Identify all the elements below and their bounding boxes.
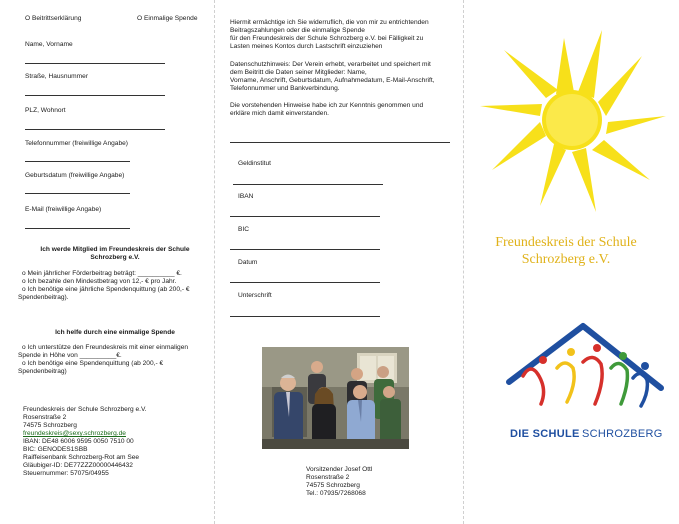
mandate-text-line2: Beitragszahlungen oder die einmalige Spende [230, 27, 365, 34]
privacy-text-line2: dem Beitritt die Daten seiner Mitglieder: Name, [230, 69, 367, 76]
consent-signature-line[interactable] [230, 142, 450, 143]
consent-text-line2: erkläre mich damit einverstanden. [230, 110, 329, 117]
phone-label: Telefonnummer (freiwillige Angabe) [25, 140, 128, 147]
consent-text-line1: Die vorstehenden Hinweise habe ich zur Kenntnis genommen und [230, 102, 424, 109]
signature-field-line[interactable] [230, 316, 380, 317]
logo-word-die-schule: DIE SCHULE [510, 428, 580, 440]
option-membership-checkbox[interactable]: O Beitrittserklärung [25, 15, 82, 22]
date-field-line[interactable] [230, 282, 380, 283]
mandate-text-line3: für den Freundeskreis der Schule Schrozberg e.V. bei Fälligkeit zu [230, 35, 424, 42]
zip-field-line[interactable] [25, 129, 165, 130]
name-label: Name, Vorname [25, 41, 73, 48]
membership-heading-line2: Schrozberg e.V. [90, 254, 140, 261]
cover-title-line1: Freundeskreis der Schule [495, 235, 637, 250]
email-label: E-Mail (freiwillige Angabe) [25, 206, 102, 213]
mandate-text-line4: Lasten meines Kontos durch Lastschrift einzuziehen [230, 43, 383, 50]
donation-option-receipt-cont: Spendenbeitrag) [18, 368, 67, 375]
email-field-line[interactable] [25, 228, 130, 229]
bic-label: BIC [238, 226, 249, 233]
donation-option-receipt[interactable]: o Ich benötige eine Spendenquittung (ab 200,- € [22, 360, 164, 367]
fold-line-right [463, 0, 464, 524]
iban-field-line[interactable] [230, 216, 380, 217]
birthdate-label: Geburtsdatum (freiwillige Angabe) [25, 172, 125, 179]
signature-label: Unterschrift [238, 292, 272, 299]
name-field-line[interactable] [25, 63, 165, 64]
org-email-link[interactable]: freundeskreis@sexy.schrozberg.de [23, 430, 126, 437]
org-address-street: Rosenstraße 2 [23, 414, 67, 421]
privacy-text-line3: Vorname, Anschrift, Geburtsdatum, Aufnahmedatum, E-Mail-Anschrift, [230, 77, 435, 84]
privacy-text-line1: Datenschutzhinweis: Der Verein erhebt, verarbeitet und speichert mit [230, 61, 431, 68]
bic-field-line[interactable] [230, 249, 380, 250]
school-logo-icon [505, 322, 665, 420]
zip-label: PLZ, Wohnort [25, 107, 66, 114]
privacy-text-line4: Telefonnummer und Bankverbindung. [230, 85, 340, 92]
sun-icon [474, 20, 670, 220]
membership-option-receipt[interactable]: o Ich benötige eine jährliche Spendenquittung (ab 200,- € [22, 286, 190, 293]
chairman-phone: Tel.: 07935/7268068 [306, 490, 366, 497]
org-address-name: Freundeskreis der Schule Schrozberg e.V. [23, 406, 147, 413]
street-field-line[interactable] [25, 95, 165, 96]
phone-field-line[interactable] [25, 161, 130, 162]
mandate-text-line1: Hiermit ermächtige ich Sie widerruflich, die von mir zu entrichtenden [230, 19, 429, 26]
iban-label: IBAN [238, 193, 254, 200]
chairman-name: Vorsitzender Josef Ottl [306, 466, 373, 473]
chairman-street: Rosenstraße 2 [306, 474, 350, 481]
membership-option-amount[interactable]: o Mein jährlicher Förderbeitrag beträgt: __________ €. [22, 270, 182, 277]
membership-option-receipt-cont: Spendenbeitrag). [18, 294, 69, 301]
date-label: Datum [238, 259, 258, 266]
logo-word-schrozberg: SCHROZBERG [582, 428, 663, 440]
fold-line-left [214, 0, 215, 524]
org-iban: IBAN: DE48 6006 9595 0050 7510 00 [23, 438, 134, 445]
cover-title-line2: Schrozberg e.V. [521, 252, 611, 267]
bank-field-line[interactable] [233, 184, 383, 185]
donation-option-amount[interactable]: o Ich unterstütze den Freundeskreis mit einer einmaligen [22, 344, 189, 351]
chairman-city: 74575 Schrozberg [306, 482, 360, 489]
org-bank: Raiffeisenbank Schrozberg-Rot am See [23, 454, 140, 461]
street-label: Straße, Hausnummer [25, 73, 89, 80]
org-address-city: 74575 Schrozberg [23, 422, 77, 429]
bank-label: Geldinstitut [238, 160, 271, 167]
org-bic: BIC: GENODES1SBB [23, 446, 88, 453]
org-tax-number: Steuernummer: 57075/04955 [23, 470, 109, 477]
membership-option-minimum[interactable]: o Ich bezahle den Mindestbetrag von 12,- € pro Jahr. [22, 278, 177, 285]
board-members-photo [262, 347, 409, 449]
option-donation-checkbox[interactable]: O Einmalige Spende [137, 15, 198, 22]
donation-option-amount-cont: Spende in Höhe von __________€. [18, 352, 122, 359]
org-creditor-id: Gläubiger-ID: DE77ZZZ00000446432 [23, 462, 133, 469]
birthdate-field-line[interactable] [25, 193, 130, 194]
membership-heading-line1: Ich werde Mitglied im Freundeskreis der Schule [40, 246, 190, 253]
donation-heading: Ich helfe durch eine einmalige Spende [55, 329, 175, 336]
